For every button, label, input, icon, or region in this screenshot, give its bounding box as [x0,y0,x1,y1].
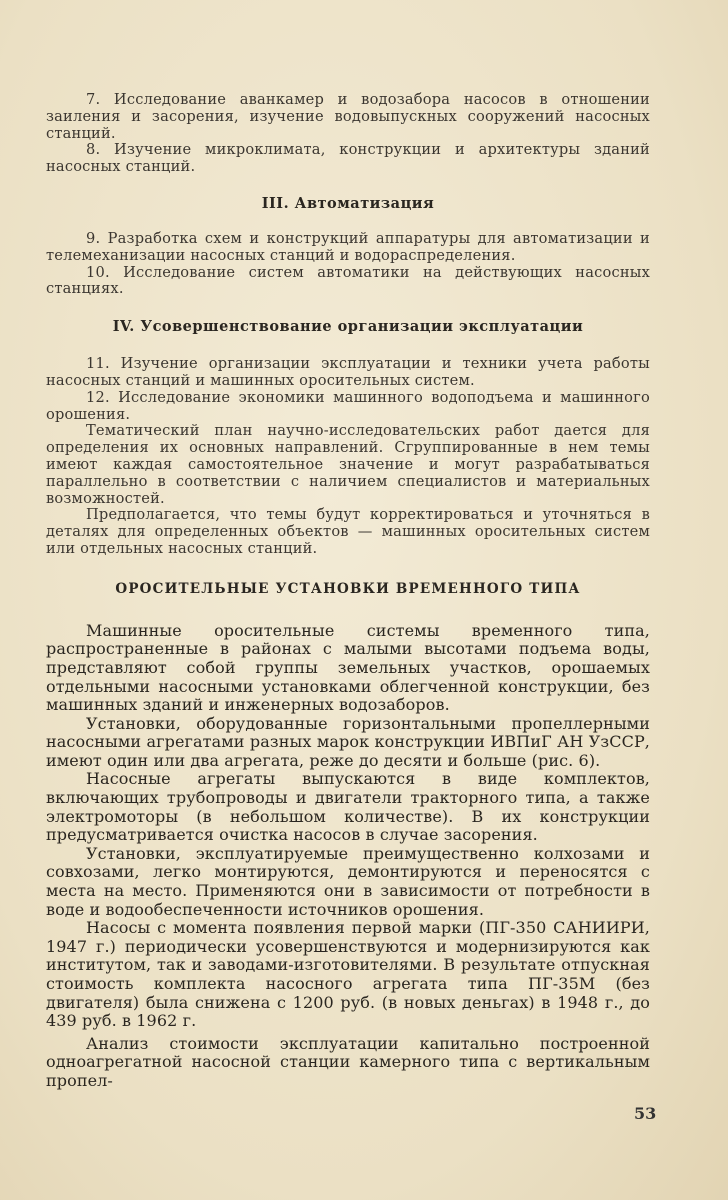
body-paragraph: Установки, эксплуатируемые преимущественно колхозами и совхозами, легко монтируются, демонтируются и переносятся с места на место. Применяются они в зависимости от потребности в воде и водообеспеченности источников орошения. [46,843,650,919]
topics-list-part-2 [46,92,650,176]
section-heading-operation: IV. Усовершенствование организации эксплуатации [112,318,584,336]
assumption-paragraph: Предполагается, что темы будут корректироваться и уточняться в деталях для определенных объектов — машинных оросительных систем или отдельных насосных станций. [46,506,650,557]
section-heading-automation: III. Автоматизация [261,194,435,212]
page-content [46,92,650,1091]
body-paragraph: Машинные оросительные системы временного типа, распространенные в районах с малыми высотами подъема воды, представляют собой группы земельных участков, орошаемых отдельными насосными установками облегченной конструкции, без машинных зданий и инженерных водозаборов. [46,620,650,715]
topics-list-part-3 [46,231,650,298]
topic-item-7: 7. Исследование аванкамер и водозабора насосов в отношении заиления и засорения, изучение водовыпускных сооружений насосных станций. [46,91,650,142]
page-number: 53 [634,1104,657,1123]
thematic-plan-paragraph: Тематический план научно-исследовательских работ дается для определения их основных направлений. Сгруппированные в нем темы имеют каждая самостоятельное значение и могут разрабатываться параллельно в соответствии с наличием специалистов и материальных возможностей. [46,422,650,507]
body-paragraph: Насосные агрегаты выпускаются в виде комплектов, включающих трубопроводы и двигатели тракторного типа, а также электромоторы (в небольшом количестве). В их конструкции предусматривается очистка насосов в случае засорения. [46,769,650,845]
chapter-body [46,622,650,1091]
topics-list-part-4 [46,356,650,558]
chapter-heading: ОРОСИТЕЛЬНЫЕ УСТАНОВКИ ВРЕМЕННОГО ТИПА [115,580,581,597]
topic-item-10: 10. Исследование систем автоматики на действующих насосных станциях. [46,263,650,298]
topic-item-11: 11. Изучение организации эксплуатации и техники учета работы насосных станций и машинных оросительных систем. [46,355,650,389]
topic-item-12: 12. Исследование экономики машинного водоподъема и машинного орошения. [46,388,650,423]
body-paragraph: Установки, оборудованные горизонтальными пропеллерными насосными агрегатами разных марок конструкции ИВПиГ АН УзССР, имеют один или два агрегата, реже до десяти и больше (рис. 6). [46,713,650,770]
body-paragraph: Насосы с момента появления первой марки (ПГ-350 САНИИРИ, 1947 г.) периодически усовершенствуются и модернизируются как институтом, так и заводами-изготовителями. В результате отпускная стоимость комплекта насосного агрегата типа ПГ-35М (без двигателя) была снижена с 1200 руб. (в новых деньгах) в 1948 г., до 439 руб. в 1962 г. [46,918,650,1031]
topic-item-9: 9. Разработка схем и конструкций аппаратуры для автоматизации и телемеханизации насосных станций и водораспределения. [46,229,650,264]
topic-item-8: 8. Изучение микроклимата, конструкции и архитектуры зданий насосных станций. [46,141,650,176]
body-paragraph: Анализ стоимости эксплуатации капитально построенной одноагрегатной насосной станции камерного типа с вертикальным пропел- [46,1033,650,1090]
